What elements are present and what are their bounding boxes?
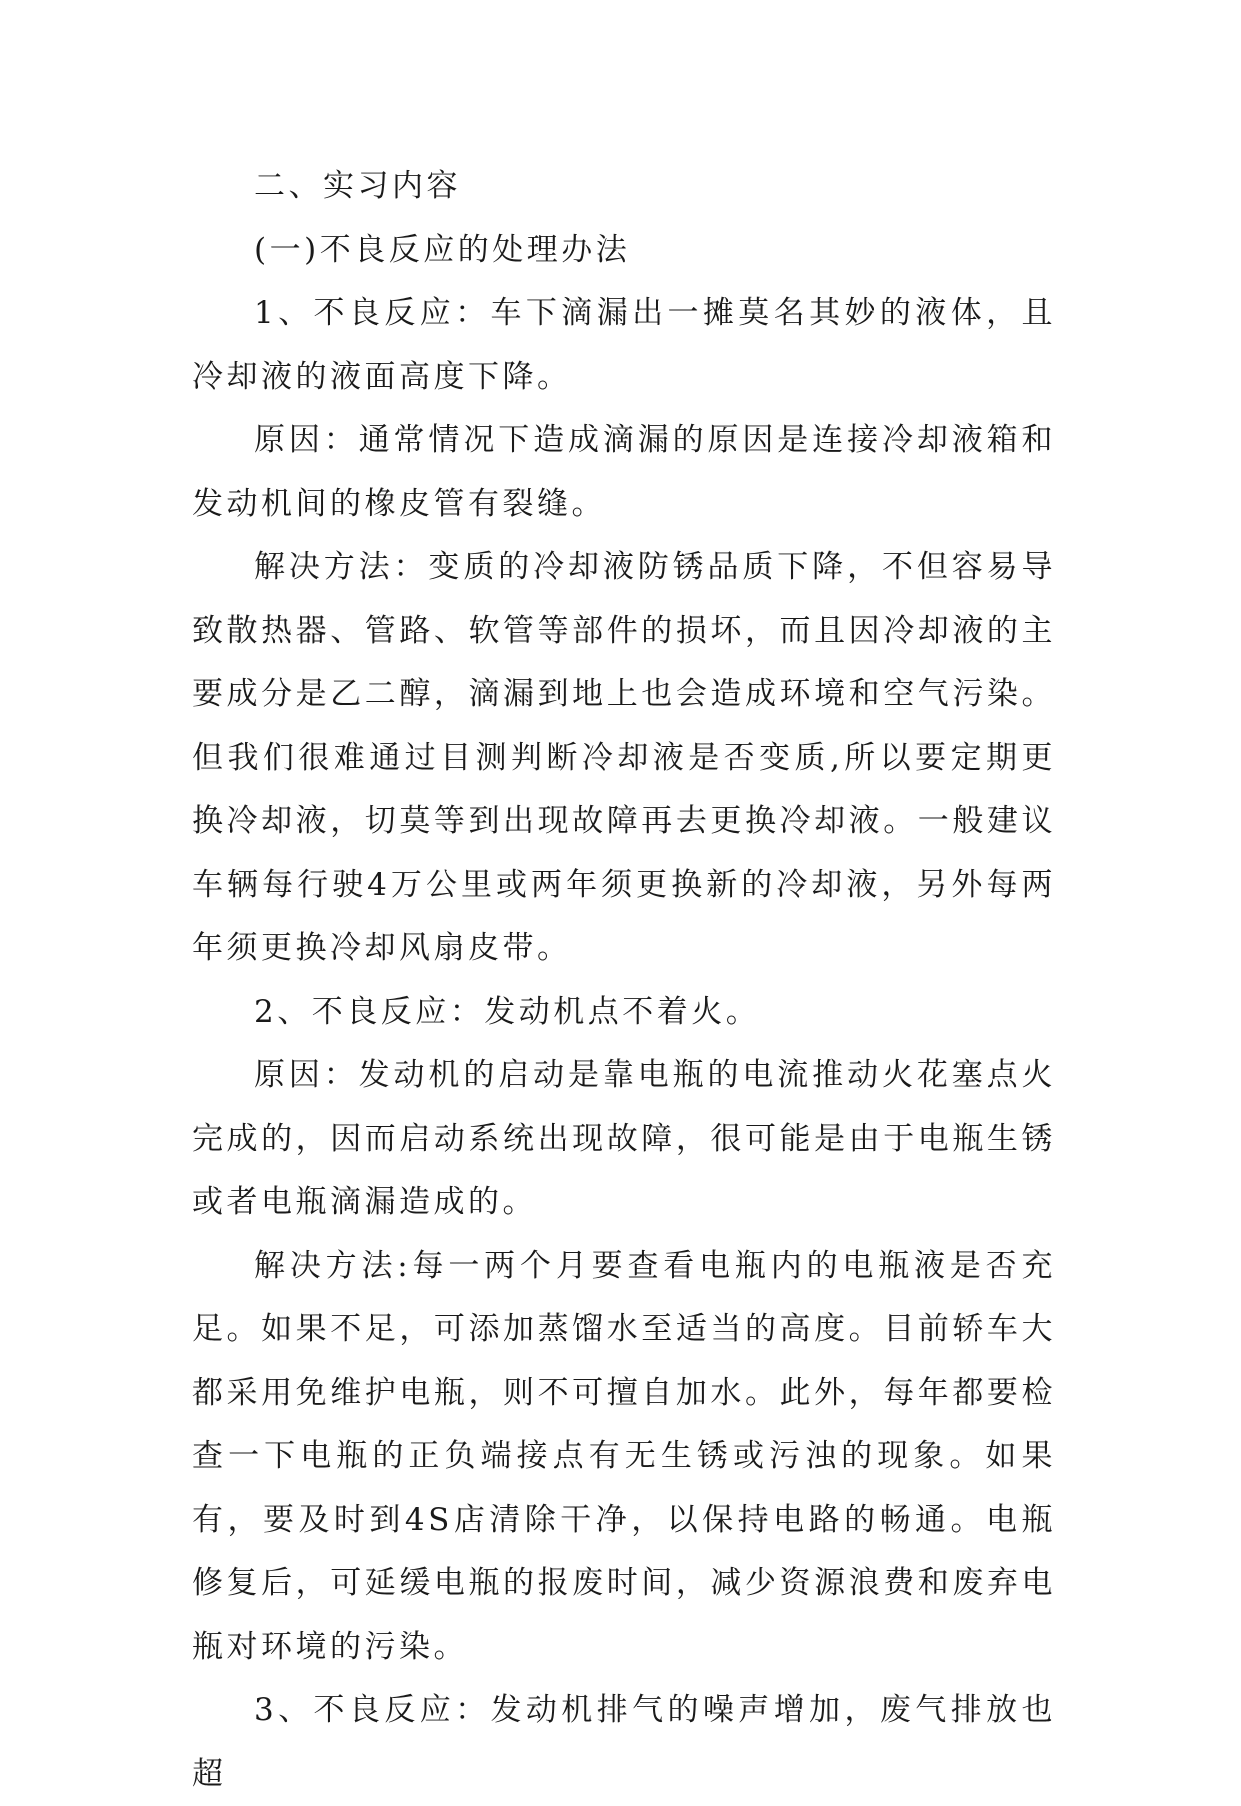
paragraph-cause-2: 原因：发动机的启动是靠电瓶的电流推动火花塞点火完成的，因而启动系统出现故障，很可能是由于电瓶生锈或者电瓶滴漏造成的。 <box>192 1057 1056 1220</box>
section-heading: 二、实习内容 <box>254 168 461 204</box>
paragraph-issue-1: 1、不良反应：车下滴漏出一摊莫名其妙的液体，且冷却液的液面高度下降。 <box>192 295 1056 395</box>
paragraph-issue-2: 2、不良反应：发动机点不着火。 <box>254 993 761 1030</box>
paragraph-issue-3: 3、不良反应：发动机排气的噪声增加，废气排放也超 <box>192 1692 1056 1792</box>
subsection-heading: (一)不良反应的处理办法 <box>254 231 631 268</box>
paragraph-solution-2: 解决方法:每一两个月要查看电瓶内的电瓶液是否充足。如果不足，可添加蒸馏水至适当的高度。目前轿车大都采用免维护电瓶，则不可擅自加水。此外，每年都要检查一下电瓶的正负端接点有无生锈或污浊的现象。如果有，要及时到4S店清除干净，以保持电路的畅通。电瓶修复后，可延缓电瓶的报废时间，减少资源浪费和废弃电瓶对环境的污染。 <box>192 1247 1056 1665</box>
paragraph-solution-1: 解决方法：变质的冷却液防锈品质下降，不但容易导致散热器、管路、软管等部件的损坏，而且因冷却液的主要成分是乙二醇，滴漏到地上也会造成环境和空气污染。但我们很难通过目测判断冷却液是否变质,所以要定期更换冷却液，切莫等到出现故障再去更换冷却液。一般建议车辆每行驶4万公里或两年须更换新的冷却液，另外每两年须更换冷却风扇皮带。 <box>192 549 1056 966</box>
paragraph-cause-1: 原因：通常情况下造成滴漏的原因是连接冷却液箱和发动机间的橡皮管有裂缝。 <box>192 422 1056 522</box>
document-page <box>192 155 1056 1806</box>
